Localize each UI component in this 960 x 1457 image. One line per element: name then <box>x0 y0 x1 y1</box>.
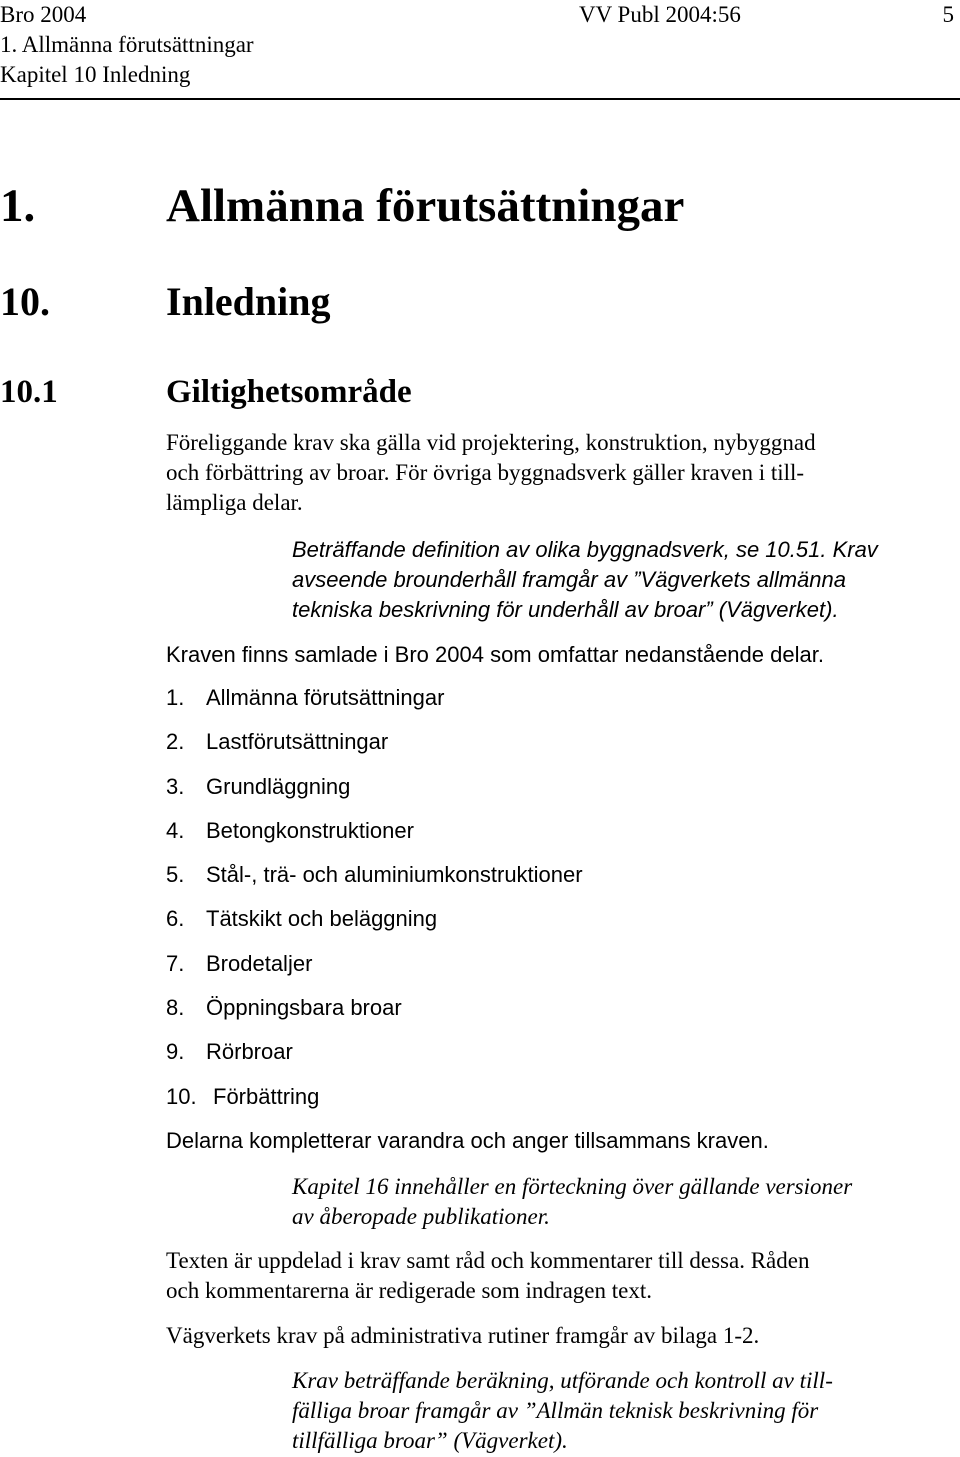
list-item-number: 5. <box>166 862 185 888</box>
list-item <box>166 816 866 860</box>
comment-line: fälliga broar framgår av ”Allmän teknisk beskrivning för <box>292 1398 819 1423</box>
list-item-label: Allmänna förutsättningar <box>206 685 445 710</box>
list-item-number: 10. <box>166 1083 197 1109</box>
administrative-paragraph <box>166 1321 956 1351</box>
heading-level-2-text: Inledning <box>166 279 331 324</box>
list-item-number: 8. <box>166 995 185 1021</box>
list-item-number: 6. <box>166 906 185 932</box>
list-item-number: 2. <box>166 729 185 755</box>
heading-level-3-number: 10.1 <box>0 374 58 410</box>
list-item <box>166 1082 866 1126</box>
intro-paragraph <box>166 428 956 518</box>
list-item <box>166 683 866 727</box>
heading-level-3 <box>0 371 900 413</box>
parts-list <box>166 683 866 1126</box>
header-chapter-title: Kapitel 10 Inledning <box>0 62 191 87</box>
list-item <box>166 727 866 771</box>
parts-intro-text: Kraven finns samlade i Bro 2004 som omfattar nedanstående delar. <box>166 642 824 667</box>
heading-level-1-text: Allmänna förutsättningar <box>166 180 685 232</box>
list-item-number: 9. <box>166 1039 185 1065</box>
list-item <box>166 904 866 948</box>
list-item-label: Rörbroar <box>206 1039 293 1065</box>
list-item-label: Förbättring <box>213 1083 320 1109</box>
list-item-label: Betongkonstruktioner <box>206 817 414 843</box>
parts-outro <box>166 1126 956 1156</box>
comment-publications <box>292 1172 956 1232</box>
paragraph-line: lämpliga delar. <box>166 490 303 515</box>
structure-paragraph <box>166 1246 956 1306</box>
header-divider <box>0 98 960 100</box>
heading-level-1 <box>0 178 900 234</box>
list-item-number: 3. <box>166 773 185 799</box>
list-item-label: Stål-, trä- och aluminiumkonstruktioner <box>206 862 583 888</box>
header-part-title: 1. Allmänna förutsättningar <box>0 32 254 57</box>
list-item-label: Tätskikt och beläggning <box>206 906 438 932</box>
heading-level-2 <box>0 278 900 326</box>
comment-line: avseende brounderhåll framgår av ”Vägverkets allmänna <box>292 567 846 592</box>
comment-line: tekniska beskrivning för underhåll av broar” (Vägverket). <box>292 597 839 622</box>
list-item <box>166 860 866 904</box>
heading-level-3-text: Giltighetsområde <box>166 374 412 410</box>
list-item-number: 4. <box>166 817 185 843</box>
page-number: 5 <box>942 2 954 27</box>
comment-line: Krav beträffande beräkning, utförande och kontroll av till- <box>292 1368 833 1393</box>
parts-outro-text: Delarna kompletterar varandra och anger tillsammans kraven. <box>166 1128 769 1153</box>
paragraph-line: Föreliggande krav ska gälla vid projektering, konstruktion, nybyggnad <box>166 430 816 455</box>
parts-intro <box>166 640 956 670</box>
list-item-label: Lastförutsättningar <box>206 729 389 755</box>
list-item-number: 7. <box>166 950 185 976</box>
list-item-label: Brodetaljer <box>206 950 313 976</box>
list-item <box>166 772 866 816</box>
paragraph-line: och kommentarerna är redigerade som indragen text. <box>166 1278 652 1303</box>
running-header-left <box>0 0 254 90</box>
paragraph-line: och förbättring av broar. För övriga byggnadsverk gäller kraven i till- <box>166 460 805 485</box>
header-publication-id: VV Publ 2004:56 <box>579 2 741 27</box>
list-item <box>166 1037 866 1081</box>
comment-temporary-bridges <box>292 1366 956 1456</box>
list-item-label: Grundläggning <box>206 773 351 799</box>
comment-line: Beträffande definition av olika byggnadsverk, se 10.51. Krav <box>292 537 878 562</box>
comment-line: Kapitel 16 innehåller en förteckning över gällande versioner <box>292 1174 853 1199</box>
list-item <box>166 993 866 1037</box>
comment-line: av åberopade publikationer. <box>292 1204 550 1229</box>
heading-level-1-number: 1. <box>0 180 36 232</box>
heading-level-2-number: 10. <box>0 279 50 324</box>
paragraph-line: Texten är uppdelad i krav samt råd och kommentarer till dessa. Råden <box>166 1248 810 1273</box>
paragraph-line: Vägverkets krav på administrativa rutiner framgår av bilaga 1-2. <box>166 1323 760 1348</box>
comment-line: tillfälliga broar” (Vägverket). <box>292 1428 568 1453</box>
list-item-label: Öppningsbara broar <box>206 995 402 1021</box>
header-document-title: Bro 2004 <box>0 2 87 27</box>
list-item <box>166 949 866 993</box>
comment-definitions <box>292 535 956 625</box>
list-item-number: 1. <box>166 685 185 710</box>
